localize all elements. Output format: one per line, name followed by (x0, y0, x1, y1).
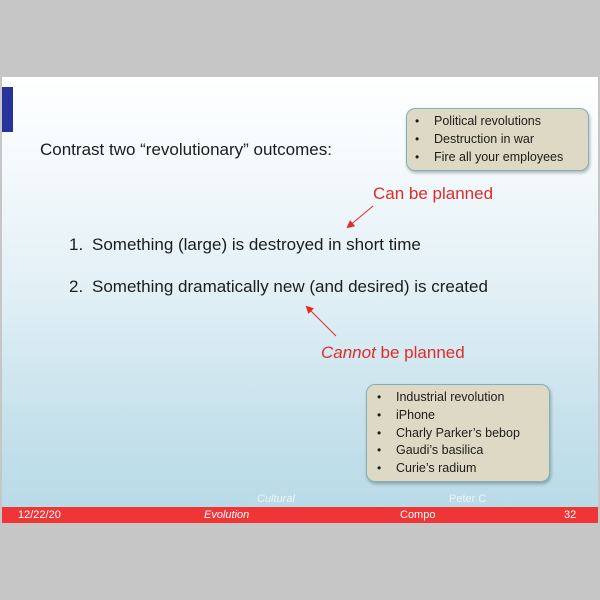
slide-headline: Contrast two “revolutionary” outcomes: (40, 140, 332, 159)
bullet-icon: • (377, 407, 382, 422)
footer-author-line1: Peter C (449, 493, 487, 505)
item-text: Something (large) is destroyed in short time (92, 235, 421, 254)
list-item: • Political revolutions (434, 113, 588, 131)
slide (2, 77, 598, 523)
bullet-icon: • (377, 390, 382, 404)
footer-title-line1: Cultural (257, 493, 295, 505)
bullet-icon: • (377, 443, 382, 458)
footer-bar (2, 507, 598, 523)
list-item: • Industrial revolution (396, 389, 549, 407)
bullet-icon: • (415, 114, 420, 128)
item-number: 2. (69, 277, 84, 296)
bullet-icon: • (377, 425, 382, 440)
arrow-to-item-1 (348, 206, 373, 227)
arrow-to-item-2 (307, 307, 336, 336)
list-item: • Gaudi’s basilica (396, 442, 549, 460)
list-item: • iPhone (396, 407, 549, 425)
list-item: • Destruction in war (434, 131, 588, 149)
title-accent-bar (2, 87, 13, 132)
footer-date: 12/22/20 (18, 509, 61, 521)
bullet-icon: • (377, 461, 382, 476)
item-text: Something dramatically new (and desired) is created (92, 277, 488, 296)
destruction-examples-callout (406, 108, 589, 171)
creation-examples-callout (366, 384, 550, 482)
slide-number: 32 (564, 509, 577, 521)
footer-title-line2: Evolution (204, 509, 250, 521)
cannot-be-planned-label: Cannot be planned (321, 343, 465, 362)
list-item: • Charly Parker’s bebop (396, 425, 549, 443)
footer-author-line2: Compo (400, 509, 436, 521)
item-number: 1. (69, 235, 84, 254)
numbered-item-1 (69, 235, 421, 255)
bullet-icon: • (415, 149, 420, 164)
list-item: • Fire all your employees (434, 149, 588, 167)
cannot-emphasis: Cannot (321, 343, 376, 362)
list-item: • Curie’s radium (396, 460, 549, 478)
bullet-icon: • (415, 131, 420, 146)
numbered-item-2 (69, 277, 488, 297)
can-be-planned-label: Can be planned (373, 184, 494, 203)
